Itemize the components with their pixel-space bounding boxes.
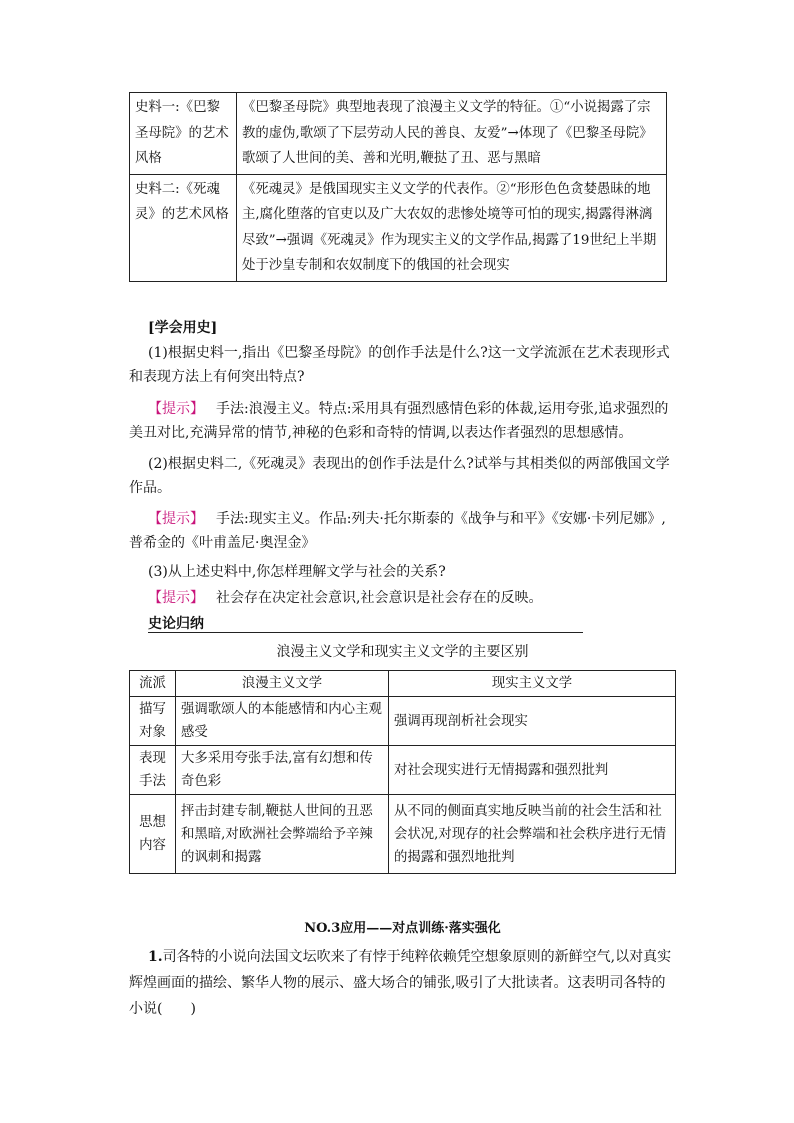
question-3: (3)从上述史料中,你怎样理解文学与社会的关系? bbox=[148, 564, 446, 580]
table-caption: 浪漫主义文学和现实主义文学的主要区别 bbox=[276, 644, 529, 660]
section-heading-apply bbox=[129, 917, 676, 941]
row-label: 描写对象 bbox=[130, 697, 176, 746]
row-label: 思想内容 bbox=[130, 795, 176, 874]
source-material-table bbox=[129, 92, 667, 282]
table-row bbox=[130, 93, 667, 175]
table-row bbox=[130, 795, 676, 874]
question-1: (1)根据史料一,指出《巴黎圣母院》的创作手法是什么?这一文学流派在艺术表现形式和表现方法上有何突出特点? bbox=[129, 345, 670, 385]
column-header: 浪漫主义文学 bbox=[176, 671, 389, 697]
table-row bbox=[130, 746, 676, 795]
romantic-cell: 大多采用夸张手法,富有幻想和传奇色彩 bbox=[176, 746, 389, 795]
section-heading-learn: [学会用史] bbox=[148, 320, 218, 336]
answer-2 bbox=[129, 507, 676, 555]
row-label: 史料一:《巴黎圣母院》的艺术风格 bbox=[130, 93, 237, 175]
heading-underline bbox=[148, 632, 583, 633]
answer-3 bbox=[129, 586, 676, 610]
realist-cell: 对社会现实进行无情揭露和强烈批判 bbox=[389, 746, 676, 795]
row-content: 《巴黎圣母院》典型地表现了浪漫主义文学的特征。①“小说揭露了宗教的虚伪,歌颂了下层劳动人民的善良、友爱”→体现了《巴黎圣母院》歌颂了人世间的美、善和光明,鞭挞了丑、恶与黑暗 bbox=[237, 93, 667, 175]
apply-heading-text: NO.3应用——对点训练·落实强化 bbox=[304, 921, 501, 936]
romantic-cell: 抨击封建专制,鞭挞人世间的丑恶和黑暗,对欧洲社会弊端给予辛辣的讽刺和揭露 bbox=[176, 795, 389, 874]
table-row bbox=[130, 697, 676, 746]
hint-label: 【提示】 bbox=[148, 401, 204, 417]
hint-label: 【提示】 bbox=[148, 590, 204, 606]
row-label: 表现手法 bbox=[130, 746, 176, 795]
column-header: 现实主义文学 bbox=[389, 671, 676, 697]
column-header: 流派 bbox=[130, 671, 176, 697]
question-item-1 bbox=[129, 944, 676, 1022]
answer-text: 手法:浪漫主义。特点:采用具有强烈感情色彩的体裁,运用夸张,追求强烈的美丑对比,充满异常的情节,神秘的色彩和奇特的情调,以表达作者强烈的思想感情。 bbox=[129, 401, 669, 441]
row-label: 史料二:《死魂灵》的艺术风格 bbox=[130, 174, 237, 281]
romantic-cell: 强调歌颂人的本能感情和内心主观感受 bbox=[176, 697, 389, 746]
hint-label: 【提示】 bbox=[148, 511, 204, 527]
table-header-row bbox=[130, 671, 676, 697]
question-number: 1. bbox=[148, 949, 163, 965]
realist-cell: 从不同的侧面真实地反映当前的社会生活和社会状况,对现存的社会弊端和社会秩序进行无情的揭露和强烈地批判 bbox=[389, 795, 676, 874]
answer-text: 社会存在决定社会意识,社会意识是社会存在的反映。 bbox=[216, 590, 543, 606]
answer-1 bbox=[129, 397, 676, 445]
question-text: 司各特的小说向法国文坛吹来了有悖于纯粹依赖凭空想象原则的新鲜空气,以对真实辉煌画面的描绘、繁华人物的展示、盛大场合的铺张,吸引了大批读者。这表明司各特的小说( ) bbox=[129, 949, 672, 1017]
section-heading-summary: 史论归纳 bbox=[148, 616, 204, 632]
answer-text: 手法:现实主义。作品:列夫·托尔斯泰的《战争与和平》《安娜·卡列尼娜》,普希金的《叶甫盖尼·奥涅金》 bbox=[129, 511, 666, 551]
question-2: (2)根据史料二,《死魂灵》表现出的创作手法是什么?试举与其相类似的两部俄国文学作品。 bbox=[129, 456, 670, 496]
row-content: 《死魂灵》是俄国现实主义文学的代表作。②“形形色色贪婪愚昧的地主,腐化堕落的官吏以及广大农奴的悲惨处境等可怕的现实,揭露得淋漓尽致”→强调《死魂灵》作为现实主义的文学作品,揭露了19世纪上半期处于沙皇专制和农奴制度下的俄国的社会现实 bbox=[237, 174, 667, 281]
comparison-table bbox=[129, 670, 676, 874]
realist-cell: 强调再现剖析社会现实 bbox=[389, 697, 676, 746]
table-row bbox=[130, 174, 667, 281]
